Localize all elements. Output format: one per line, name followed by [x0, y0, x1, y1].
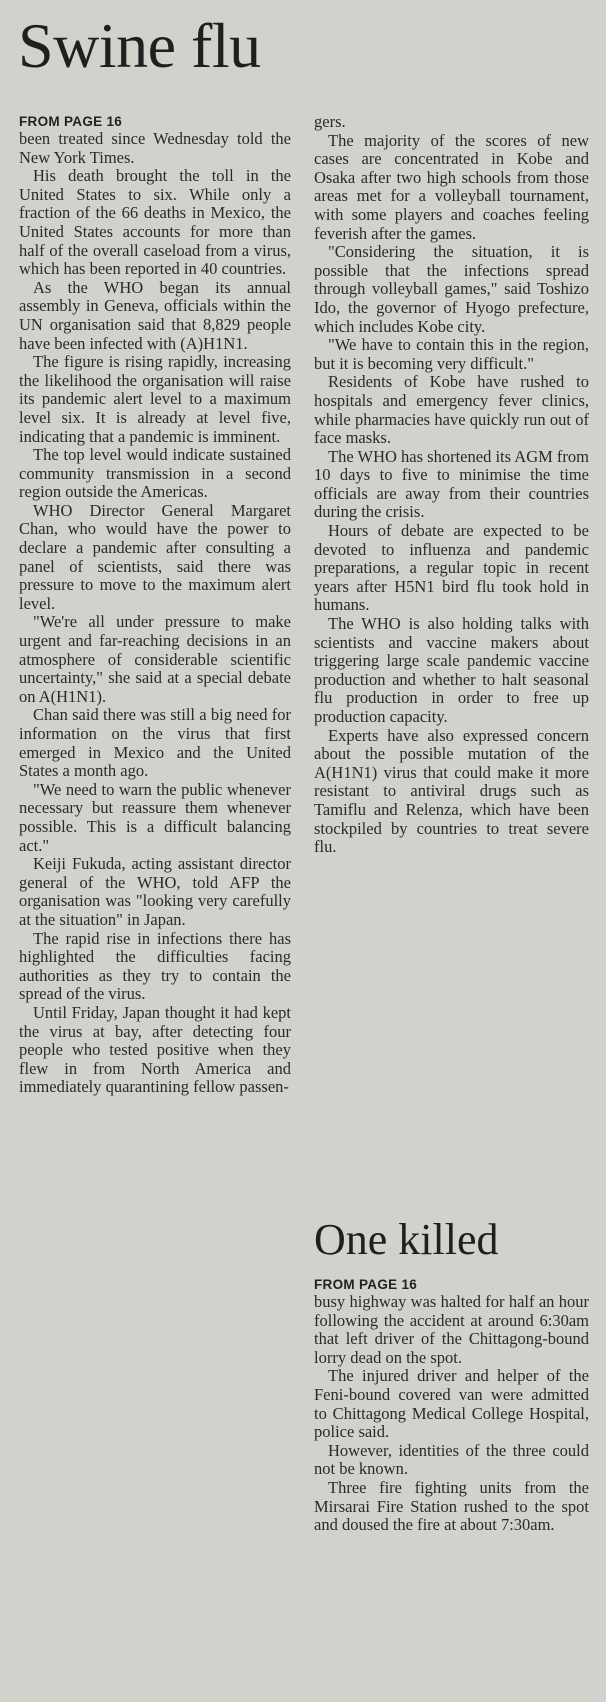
paragraph: Chan said there was still a big need for information on the virus that first emerged in Mexico and the United States a month ago. — [19, 705, 291, 781]
paragraph: The injured driver and helper of the Feni-bound covered van were admitted to Chittagong Medical College Hospital, police said. — [314, 1366, 589, 1442]
swine-flu-column-left — [19, 114, 291, 1097]
swine-flu-column-right — [314, 113, 589, 857]
paragraph: Until Friday, Japan thought it had kept the virus at bay, after detecting four people who tested positive when they flew in from North America and immediately quarantining fellow passen- — [19, 1002, 291, 1097]
paragraph: been treated since Wednesday told the New York Times. — [19, 129, 291, 167]
kicker-from-page: FROM PAGE 16 — [19, 114, 123, 129]
paragraph: Experts have also expressed concern about the possible mutation of the A(H1N1) virus that could make it more resistant to antiviral drugs such as Tamiflu and Relenza, which have been stockpiled by countries to treat severe flu. — [314, 725, 589, 857]
paragraph: busy highway was halted for half an hour following the accident at around 6:30am that left driver of the Chittagong-bound lorry dead on the spot. — [314, 1292, 589, 1367]
paragraph: Residents of Kobe have rushed to hospitals and emergency fever clinics, while pharmacies have quickly run out of face masks. — [314, 372, 589, 448]
paragraph: Three fire fighting units from the Mirsarai Fire Station rushed to the spot and doused the fire at about 7:30am. — [314, 1477, 589, 1535]
kicker-from-page: FROM PAGE 16 — [314, 1277, 418, 1292]
paragraph: "We have to contain this in the region, but it is becoming very difficult." — [314, 335, 589, 373]
paragraph: "We're all under pressure to make urgent and far-reaching decisions in an atmosphere of considerable scientific uncertainty," she said at a special debate on A(H1N1). — [19, 612, 291, 706]
paragraph: The top level would indicate sustained community transmission in a second region outside the Americas. — [19, 445, 291, 502]
paragraph: His death brought the toll in the United States to six. While only a fraction of the 66 deaths in Mexico, the United States accounts for more than half of the overall caseload from a virus, which has been reported in 40 countries. — [19, 166, 291, 279]
one-killed-column — [314, 1277, 589, 1535]
paragraph: Hours of debate are expected to be devoted to influenza and pandemic preparations, a regular topic in recent years after H5N1 bird flu took hold in humans. — [314, 521, 589, 615]
headline-swine-flu: Swine flu — [18, 10, 261, 81]
paragraph: However, identities of the three could not be known. — [314, 1440, 589, 1479]
paragraph: The figure is rising rapidly, increasing the likelihood the organisation will raise its pandemic alert level to a maximum level six. It is already at level five, indicating that a pandemic is imminent. — [19, 352, 291, 446]
paragraph: The majority of the scores of new cases are concentrated in Kobe and Osaka after two high schools from those areas met for a volleyball tournament, with some players and coaches feeling feverish after the games. — [314, 130, 589, 243]
paragraph: The WHO is also holding talks with scientists and vaccine makers about triggering large scale pandemic vaccine production and whether to halt seasonal flu production in order to free up production capacity. — [314, 614, 589, 726]
paragraph: Keiji Fukuda, acting assistant director general of the WHO, told AFP the organisation was "looking very carefully at the situation" in Japan. — [19, 854, 291, 929]
paragraph: As the WHO began its annual assembly in Geneva, officials within the UN organisation said that 8,829 people have been infected with (A)H1N1. — [19, 277, 291, 353]
paragraph: gers. — [314, 112, 346, 131]
paragraph: "Considering the situation, it is possible that the infections spread through volleyball games," said Toshizo Ido, the governor of Hyogo prefecture, which includes Kobe city. — [314, 242, 589, 336]
paragraph: The WHO has shortened its AGM from 10 days to five to minimise the time officials are away from their countries during the crisis. — [314, 446, 589, 522]
headline-one-killed: One killed — [314, 1215, 499, 1264]
paragraph: "We need to warn the public whenever necessary but reassure them whenever possible. This is a difficult balancing act." — [19, 779, 291, 855]
paragraph: WHO Director General Margaret Chan, who would have the power to declare a pandemic after consulting a panel of scientists, said there was pressure to move to the maximum alert level. — [19, 500, 291, 613]
paragraph: The rapid rise in infections there has highlighted the difficulties facing authorities as they try to contain the spread of the virus. — [19, 928, 291, 1004]
